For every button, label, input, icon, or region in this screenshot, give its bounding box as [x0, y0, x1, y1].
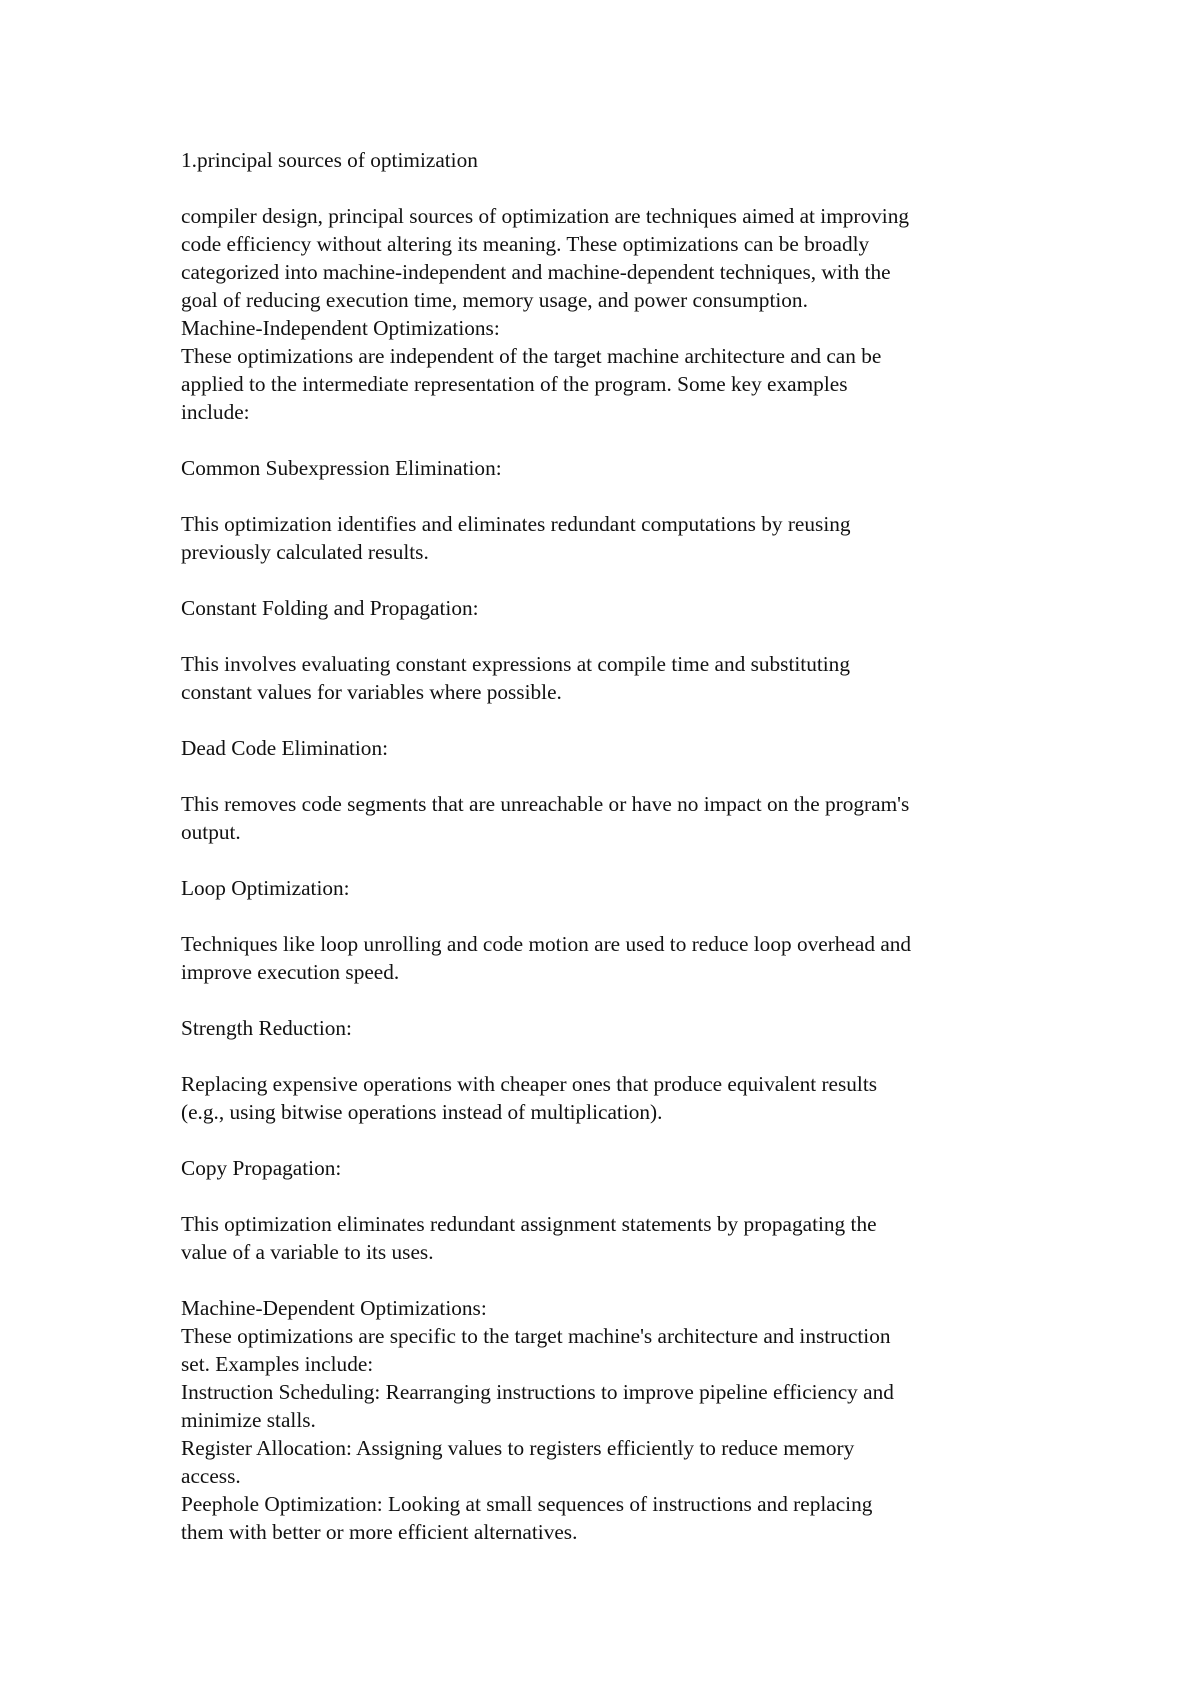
machine-independent-description-line: include: — [181, 400, 250, 424]
intro-line: goal of reducing execution time, memory usage, and power consumption. — [181, 288, 808, 312]
spacer — [181, 1266, 1041, 1294]
spacer — [181, 1182, 1041, 1210]
optimization-text-loop: Techniques like loop unrolling and code motion are used to reduce loop overhead and — [181, 932, 912, 956]
spacer — [181, 426, 1041, 454]
machine-dependent-line: set. Examples include: — [181, 1352, 374, 1376]
spacer — [181, 846, 1041, 874]
optimization-heading-strength-reduction: Strength Reduction: — [181, 1016, 352, 1040]
spacer — [181, 762, 1041, 790]
optimization-text-dead-code: output. — [181, 820, 241, 844]
optimization-heading-loop: Loop Optimization: — [181, 876, 350, 900]
machine-dependent-line: Peephole Optimization: Looking at small sequences of instructions and replacing — [181, 1492, 873, 1516]
document-title: 1.principal sources of optimization — [181, 148, 478, 172]
intro-line: compiler design, principal sources of optimization are techniques aimed at improving — [181, 204, 910, 228]
machine-dependent-line: Instruction Scheduling: Rearranging instructions to improve pipeline efficiency and — [181, 1380, 894, 1404]
optimization-heading-constant-folding: Constant Folding and Propagation: — [181, 596, 479, 620]
intro-line: code efficiency without altering its meaning. These optimizations can be broadly — [181, 232, 870, 256]
machine-independent-heading: Machine-Independent Optimizations: — [181, 316, 500, 340]
optimization-heading-copy-propagation: Copy Propagation: — [181, 1156, 342, 1180]
machine-dependent-line: access. — [181, 1464, 241, 1488]
optimization-text-copy-propagation: value of a variable to its uses. — [181, 1240, 434, 1264]
spacer — [181, 1042, 1041, 1070]
optimization-text-strength-reduction: (e.g., using bitwise operations instead of multiplication). — [181, 1100, 663, 1124]
optimization-text-constant-folding: This involves evaluating constant expressions at compile time and substituting — [181, 652, 850, 676]
machine-dependent-line: them with better or more efficient alternatives. — [181, 1520, 578, 1544]
machine-dependent-line: Register Allocation: Assigning values to registers efficiently to reduce memory — [181, 1436, 855, 1460]
spacer — [181, 622, 1041, 650]
spacer — [181, 566, 1041, 594]
optimization-text-cse: previously calculated results. — [181, 540, 429, 564]
spacer — [181, 174, 1041, 202]
optimization-text-cse: This optimization identifies and eliminates redundant computations by reusing — [181, 512, 851, 536]
optimization-text-strength-reduction: Replacing expensive operations with cheaper ones that produce equivalent results — [181, 1072, 878, 1096]
spacer — [181, 902, 1041, 930]
spacer — [181, 1126, 1041, 1154]
machine-independent-description-line: These optimizations are independent of the target machine architecture and can be — [181, 344, 882, 368]
optimization-heading-cse: Common Subexpression Elimination: — [181, 456, 502, 480]
optimization-heading-dead-code: Dead Code Elimination: — [181, 736, 389, 760]
machine-independent-description-line: applied to the intermediate representation of the program. Some key examples — [181, 372, 848, 396]
optimization-text-copy-propagation: This optimization eliminates redundant assignment statements by propagating the — [181, 1212, 877, 1236]
spacer — [181, 482, 1041, 510]
document-body — [181, 146, 1041, 1546]
optimization-text-dead-code: This removes code segments that are unreachable or have no impact on the program's — [181, 792, 910, 816]
machine-dependent-line: minimize stalls. — [181, 1408, 316, 1432]
spacer — [181, 706, 1041, 734]
optimization-text-loop: improve execution speed. — [181, 960, 400, 984]
machine-dependent-heading: Machine-Dependent Optimizations: — [181, 1296, 487, 1320]
machine-dependent-line: These optimizations are specific to the target machine's architecture and instruction — [181, 1324, 891, 1348]
intro-line: categorized into machine-independent and machine-dependent techniques, with the — [181, 260, 891, 284]
spacer — [181, 986, 1041, 1014]
optimization-text-constant-folding: constant values for variables where possible. — [181, 680, 562, 704]
